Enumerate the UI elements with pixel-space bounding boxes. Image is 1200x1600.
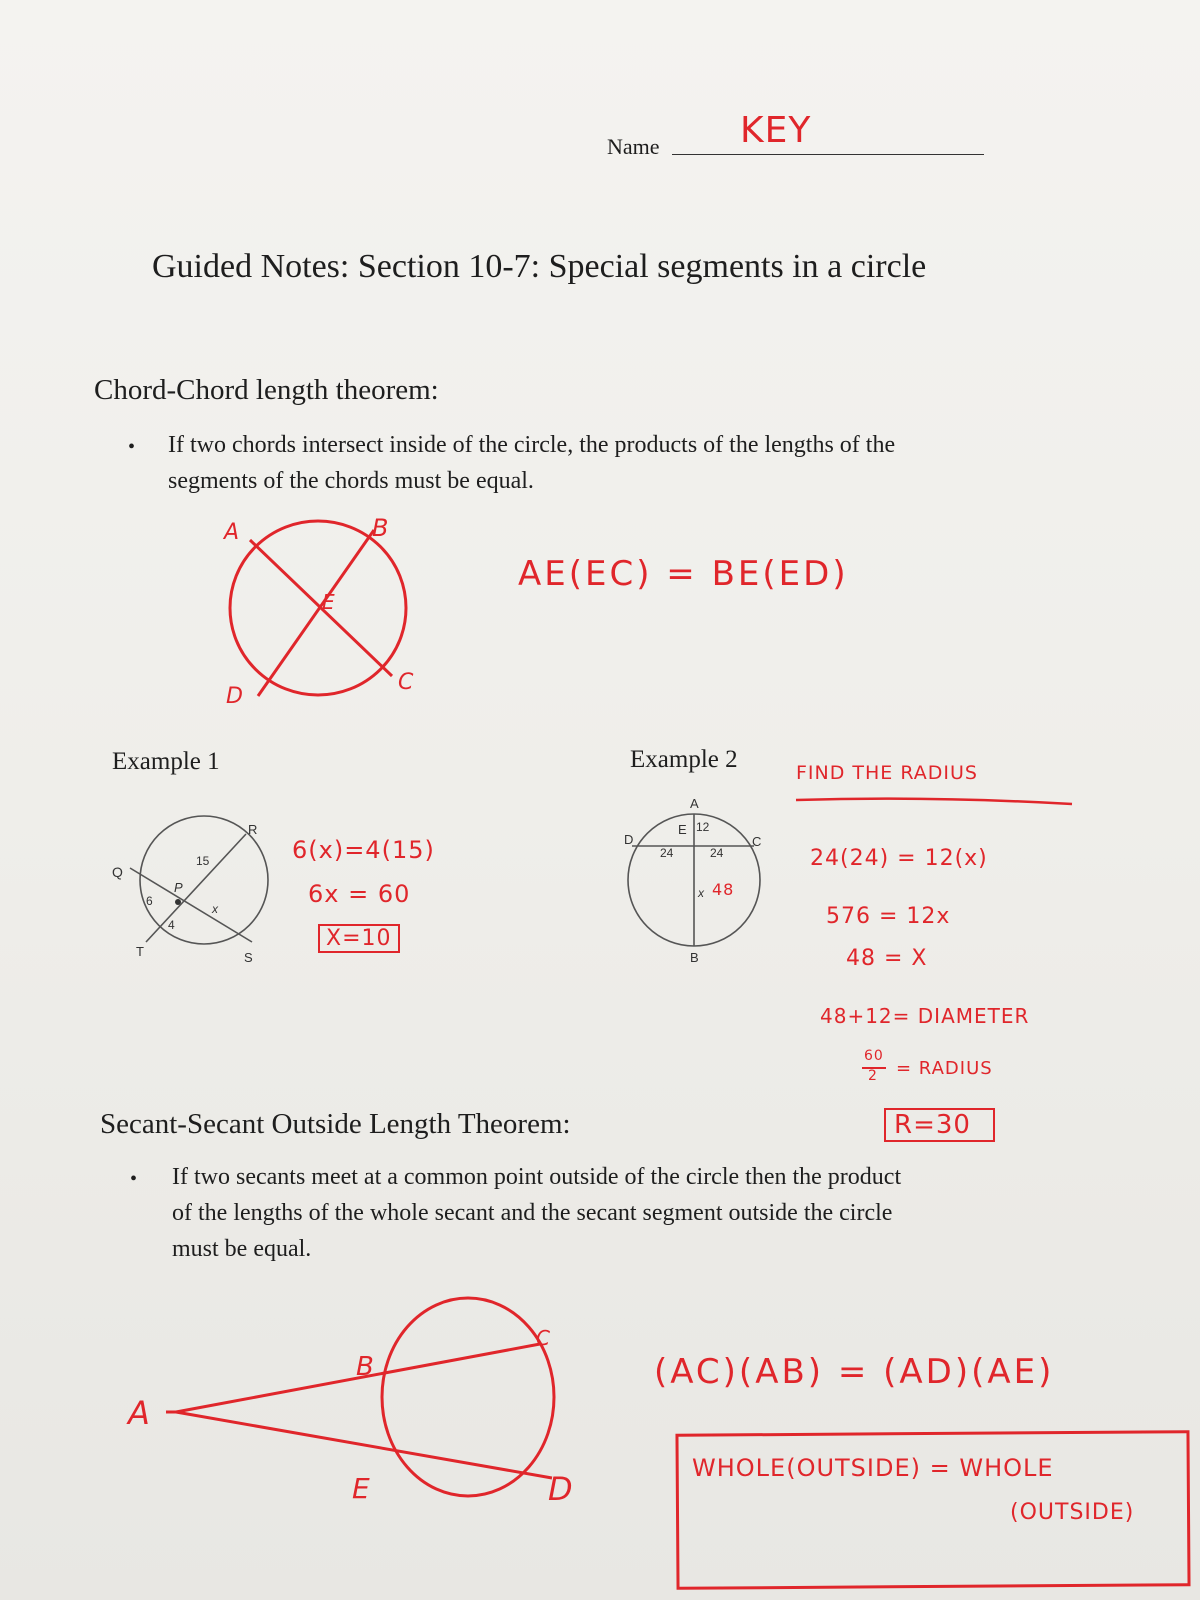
name-value: KEY (740, 110, 812, 151)
ex2-work-line5: = RADIUS (896, 1058, 993, 1079)
ex2-work-line1: 24(24) = 12(x) (810, 846, 988, 871)
ex2-label-e: E (678, 822, 687, 837)
ex1-label-x: x (212, 902, 218, 916)
ex1-work-answer: X=10 (318, 924, 400, 953)
ex2-label-24-right: 24 (710, 846, 724, 860)
ex2-label-d: D (624, 832, 634, 847)
ex1-label-15: 15 (196, 854, 210, 868)
secant-ad (176, 1412, 552, 1478)
example1-label: Example 1 (112, 748, 220, 775)
secant-bullet-line3: must be equal. (172, 1236, 312, 1262)
ex2-work-answer: R=30 (884, 1108, 995, 1142)
ex2-label-c: C (752, 834, 762, 849)
ex1-label-s: S (244, 950, 253, 965)
ex2-work-line3: 48 = X (846, 946, 928, 971)
secant-summary-line2: (OUTSIDE) (1010, 1500, 1135, 1525)
chord-chord-heading: Chord-Chord length theorem: (94, 374, 439, 406)
ex2-label-12: 12 (696, 820, 710, 834)
chord-bullet-line1: If two chords intersect inside of the circle, the products of the lengths of the (168, 432, 896, 458)
ex2-label-24-left: 24 (660, 846, 674, 860)
ex1-work-line2: 6x = 60 (308, 880, 411, 908)
ex2-label-b: B (690, 950, 699, 965)
ex1-label-r: R (248, 822, 258, 837)
ex2-work-line4: 48+12= DIAMETER (820, 1004, 1030, 1028)
chord-label-c: C (398, 670, 415, 695)
secant-label-b: B (356, 1352, 375, 1382)
secant-label-a: A (128, 1394, 151, 1432)
secant-circle (382, 1298, 554, 1496)
chord-bullet-dot: • (128, 436, 136, 458)
ex1-label-6: 6 (146, 894, 153, 908)
secant-bullet-line2: of the lengths of the whole secant and the secant segment outside the circle (172, 1200, 893, 1226)
secant-label-d: D (548, 1470, 574, 1508)
ex2-label-x: x (698, 886, 704, 900)
page-title: Guided Notes: Section 10-7: Special segments in a circle (152, 248, 927, 285)
ex2-label-answer: 48 (712, 880, 735, 899)
ex1-label-t: T (136, 944, 144, 959)
chord-label-e: E (322, 590, 336, 614)
secant-label-e: E (352, 1472, 371, 1505)
ex1-label-p: P (174, 880, 183, 895)
ex1-label-q: Q (112, 864, 123, 880)
chord-label-a: A (224, 520, 241, 545)
ex1-work-line1: 6(x)=4(15) (292, 836, 435, 864)
secant-secant-heading: Secant-Secant Outside Length Theorem: (100, 1108, 571, 1140)
secant-bullet-line1: If two secants meet at a common point outside of the circle then the product (172, 1164, 902, 1190)
chord-bullet-line2: segments of the chords must be equal. (168, 468, 534, 494)
chord-label-d: D (226, 684, 244, 709)
ex1-label-4: 4 (168, 918, 175, 932)
secant-diagram-shapes (166, 1298, 554, 1496)
ex2-label-a: A (690, 796, 699, 811)
example2-label: Example 2 (630, 746, 738, 773)
chord-equation: AE(EC) = BE(ED) (518, 554, 849, 594)
example2-prompt: FIND THE RADIUS (796, 762, 978, 784)
name-label: Name (607, 134, 660, 159)
ex2-work-line2: 576 = 12x (826, 904, 951, 929)
secant-equation: (AC)(AB) = (AD)(AE) (654, 1352, 1055, 1392)
ex2-fraction-numerator: 60 (864, 1048, 884, 1064)
chord-label-b: B (372, 514, 390, 542)
secant-summary-line1: WHOLE(OUTSIDE) = WHOLE (692, 1454, 1054, 1482)
secant-bullet-dot: • (130, 1168, 138, 1190)
ex2-fraction-denominator: 2 (868, 1068, 878, 1084)
secant-label-c: C (536, 1326, 551, 1350)
